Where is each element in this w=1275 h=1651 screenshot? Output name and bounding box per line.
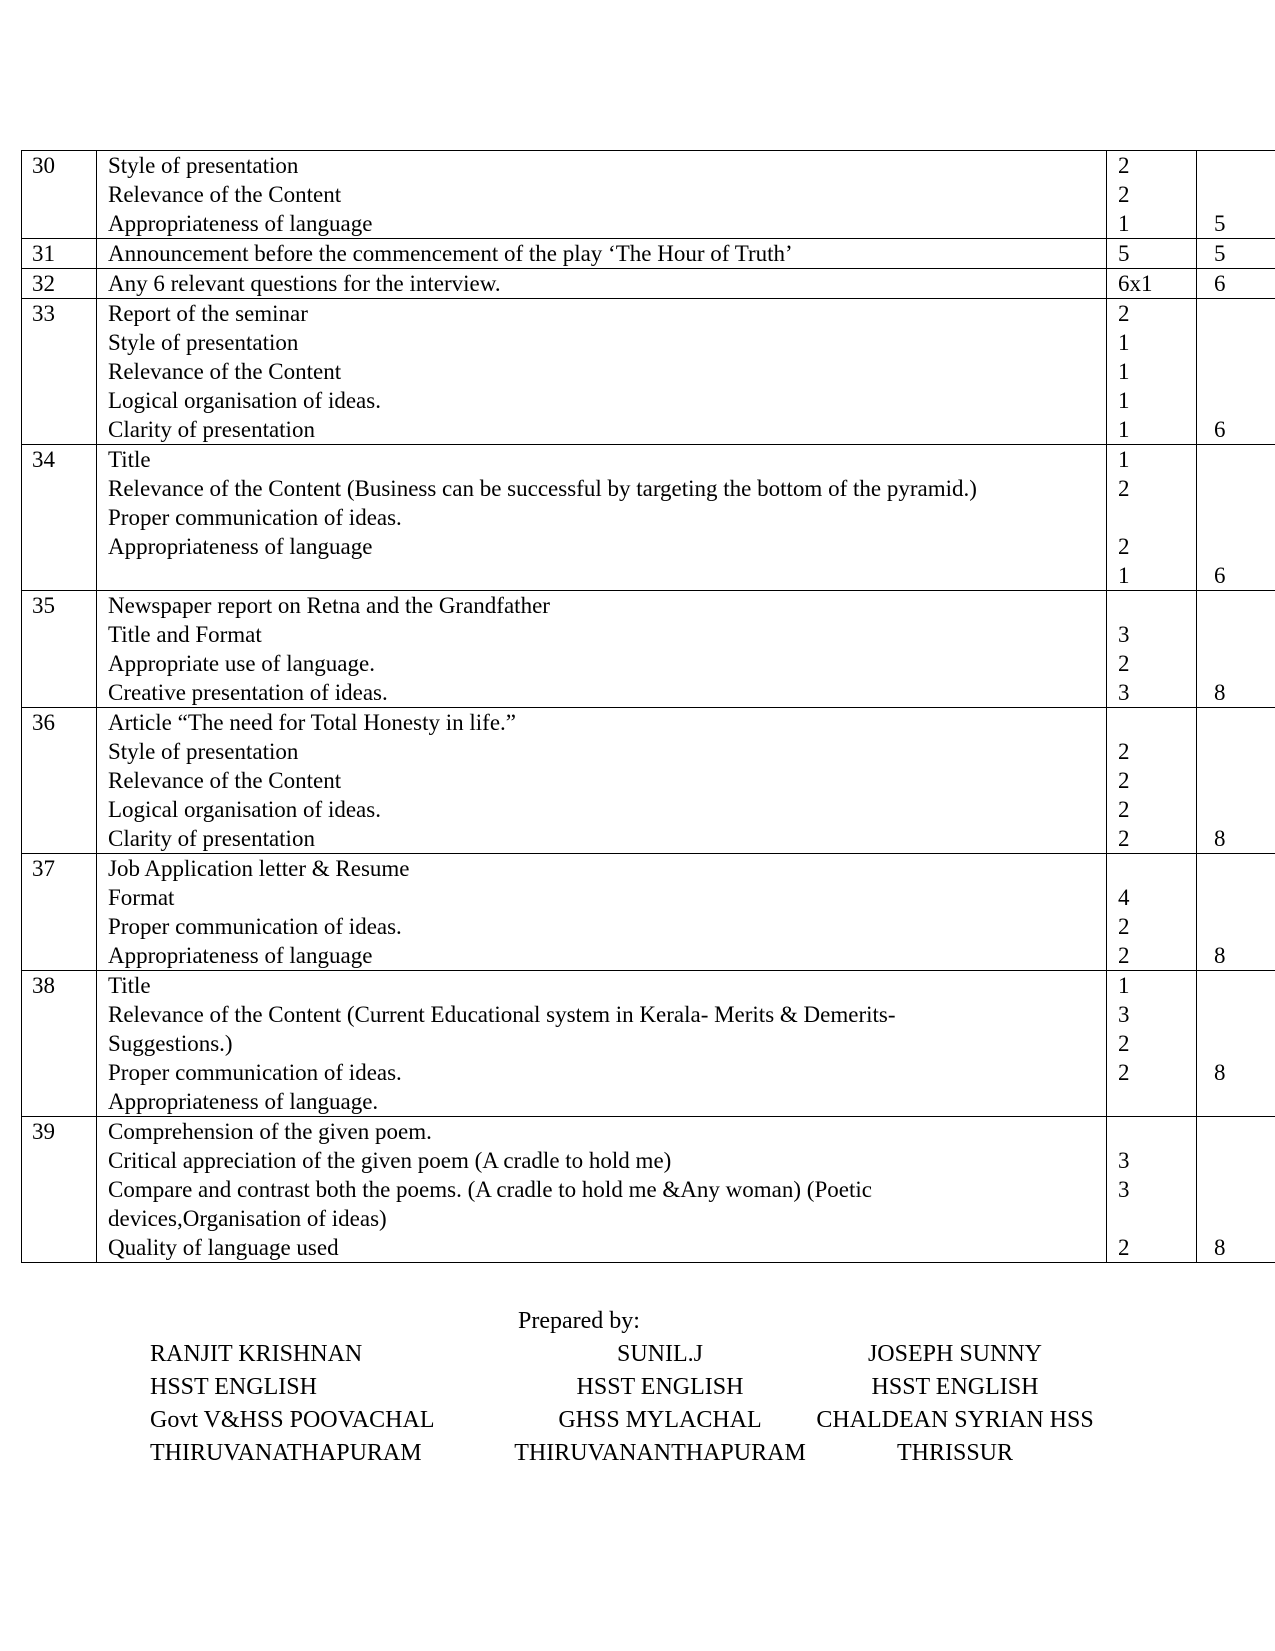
total-spacer: [1214, 795, 1275, 824]
total-spacer: [1214, 328, 1275, 357]
mark-value: 5: [1118, 241, 1130, 266]
criteria-line: Newspaper report on Retna and the Grandfather: [108, 593, 550, 618]
question-number-text: 35: [32, 593, 55, 618]
author-district: THIRUVANATHAPURAM: [150, 1440, 422, 1466]
total-spacer: [1214, 591, 1275, 620]
scoring-table: [21, 150, 1275, 1263]
mark-value: 3: [1118, 1148, 1130, 1173]
mark-value: 3: [1118, 680, 1130, 705]
question-number: [22, 854, 97, 971]
criteria-line: [108, 561, 1100, 590]
table-row: [22, 971, 1275, 1117]
author-designation: HSST ENGLISH: [150, 1374, 317, 1400]
mark-value: 2: [1118, 1235, 1130, 1260]
criteria-line: Title: [108, 447, 151, 472]
table-row: [22, 854, 1275, 971]
mark-value: 1: [1118, 563, 1130, 588]
total-value: 8: [1214, 1235, 1226, 1260]
mark-value: 2: [1118, 826, 1130, 851]
total-cell: [1197, 239, 1275, 269]
total-spacer: [1214, 766, 1275, 795]
total-cell: [1197, 269, 1275, 299]
criteria-line: Suggestions.): [108, 1031, 233, 1056]
criteria-line: devices,Organisation of ideas): [108, 1206, 387, 1231]
mark-value: 2: [1118, 153, 1130, 178]
criteria-line: Any 6 relevant questions for the interview.: [108, 271, 501, 296]
total-value: 6: [1214, 271, 1226, 296]
author-block: [500, 1338, 820, 1470]
marks-cell: [1107, 445, 1197, 591]
question-number-text: 31: [32, 241, 55, 266]
criteria-line: Compare and contrast both the poems. (A cradle to hold me &Any woman) (Poetic: [108, 1177, 872, 1202]
author-school: CHALDEAN SYRIAN HSS: [816, 1407, 1094, 1433]
author-designation: HSST ENGLISH: [576, 1374, 744, 1400]
total-spacer: [1214, 503, 1275, 532]
question-number: [22, 591, 97, 708]
criteria-cell: [97, 708, 1107, 854]
marks-cell: [1107, 269, 1197, 299]
marks-cell: [1107, 971, 1197, 1117]
author-name: JOSEPH SUNNY: [867, 1341, 1043, 1367]
question-number-text: 39: [32, 1119, 55, 1144]
question-number-text: 30: [32, 153, 55, 178]
criteria-line: Format: [108, 885, 175, 910]
mark-value: [1118, 1087, 1196, 1116]
question-number-text: 38: [32, 973, 55, 998]
question-number-text: 36: [32, 710, 55, 735]
total-cell: [1197, 854, 1275, 971]
mark-value: 2: [1118, 301, 1130, 326]
total-value: 6: [1214, 563, 1226, 588]
criteria-line: Relevance of the Content: [108, 359, 342, 384]
question-number: [22, 1117, 97, 1263]
mark-value: 3: [1118, 1002, 1130, 1027]
criteria-line: Appropriateness of language: [108, 943, 373, 968]
total-spacer: [1214, 912, 1275, 941]
total-spacer: [1214, 386, 1275, 415]
table-row: [22, 1117, 1275, 1263]
criteria-line: Critical appreciation of the given poem (A cradle to hold me): [108, 1148, 672, 1173]
total-spacer: [1214, 445, 1275, 474]
mark-value: 2: [1118, 534, 1130, 559]
total-spacer: [1214, 737, 1275, 766]
criteria-line: Proper communication of ideas.: [108, 1060, 402, 1085]
author-block: [150, 1338, 435, 1470]
table-row: [22, 445, 1275, 591]
total-spacer: [1214, 1029, 1275, 1058]
question-number: [22, 708, 97, 854]
criteria-line: Appropriate use of language.: [108, 651, 375, 676]
total-value: 8: [1214, 826, 1226, 851]
total-spacer: [1214, 474, 1275, 503]
question-number-text: 37: [32, 856, 55, 881]
criteria-cell: [97, 854, 1107, 971]
criteria-line: Style of presentation: [108, 739, 299, 764]
criteria-cell: [97, 1117, 1107, 1263]
total-cell: [1197, 971, 1275, 1117]
total-cell: [1197, 708, 1275, 854]
author-school: Govt V&HSS POOVACHAL: [150, 1407, 435, 1433]
criteria-line: Logical organisation of ideas.: [108, 797, 381, 822]
criteria-line: Relevance of the Content: [108, 182, 342, 207]
total-spacer: [1214, 708, 1275, 737]
criteria-line: Report of the seminar: [108, 301, 308, 326]
total-value: 8: [1214, 943, 1226, 968]
mark-value: 2: [1118, 1031, 1130, 1056]
mark-value: 2: [1118, 768, 1130, 793]
table-row: [22, 239, 1275, 269]
total-spacer: [1214, 1117, 1275, 1146]
marks-cell: [1107, 708, 1197, 854]
mark-value: 4: [1118, 885, 1130, 910]
mark-value: [1118, 503, 1196, 532]
mark-value: 2: [1118, 914, 1130, 939]
criteria-line: Announcement before the commencement of the play ‘The Hour of Truth’: [108, 241, 793, 266]
mark-value: 1: [1118, 330, 1130, 355]
criteria-cell: [97, 445, 1107, 591]
mark-value: 2: [1118, 182, 1130, 207]
criteria-cell: [97, 151, 1107, 239]
criteria-cell: [97, 591, 1107, 708]
question-number: [22, 239, 97, 269]
criteria-line: Comprehension of the given poem.: [108, 1119, 432, 1144]
marks-cell: [1107, 1117, 1197, 1263]
question-number-text: 33: [32, 301, 55, 326]
total-spacer: [1214, 1000, 1275, 1029]
author-school: GHSS MYLACHAL: [558, 1407, 762, 1433]
table-row: [22, 269, 1275, 299]
total-value: 5: [1214, 241, 1226, 266]
total-cell: [1197, 591, 1275, 708]
question-number-text: 32: [32, 271, 55, 296]
total-value: 8: [1214, 680, 1226, 705]
author-district: THRISSUR: [896, 1440, 1014, 1466]
criteria-line: Appropriateness of language: [108, 211, 373, 236]
total-spacer: [1214, 1146, 1275, 1175]
mark-value: 2: [1118, 476, 1130, 501]
mark-value: 1: [1118, 359, 1130, 384]
author-designation: HSST ENGLISH: [871, 1374, 1039, 1400]
mark-value: 2: [1118, 797, 1130, 822]
total-spacer: [1214, 854, 1275, 883]
total-spacer: [1214, 1087, 1275, 1116]
author-name: SUNIL.J: [616, 1341, 703, 1367]
mark-value: 2: [1118, 1060, 1130, 1085]
mark-value: 3: [1118, 622, 1130, 647]
total-value: 8: [1214, 1060, 1226, 1085]
question-number: [22, 151, 97, 239]
author-name: RANJIT KRISHNAN: [150, 1341, 363, 1367]
criteria-cell: [97, 239, 1107, 269]
marks-cell: [1107, 151, 1197, 239]
marks-cell: [1107, 854, 1197, 971]
marks-cell: [1107, 239, 1197, 269]
table-row: [22, 299, 1275, 445]
mark-value: 1: [1118, 388, 1130, 413]
criteria-line: Creative presentation of ideas.: [108, 680, 388, 705]
mark-value: 1: [1118, 211, 1130, 236]
criteria-line: Title: [108, 973, 151, 998]
criteria-line: Relevance of the Content (Current Educational system in Kerala- Merits & Demerits-: [108, 1002, 896, 1027]
table-row: [22, 591, 1275, 708]
total-cell: [1197, 151, 1275, 239]
criteria-cell: [97, 971, 1107, 1117]
prepared-by-title: Prepared by:: [518, 1308, 640, 1334]
total-value: 6: [1214, 417, 1226, 442]
criteria-line: Title and Format: [108, 622, 262, 647]
total-spacer: [1214, 357, 1275, 386]
total-cell: [1197, 1117, 1275, 1263]
mark-value: 1: [1118, 447, 1130, 472]
table-row: [22, 708, 1275, 854]
marks-cell: [1107, 591, 1197, 708]
mark-value: 1: [1118, 417, 1130, 442]
mark-value: 3: [1118, 1177, 1130, 1202]
total-spacer: [1214, 649, 1275, 678]
mark-value: 2: [1118, 943, 1130, 968]
mark-value: [1118, 591, 1196, 620]
criteria-line: Job Application letter & Resume: [108, 856, 410, 881]
question-number-text: 34: [32, 447, 55, 472]
total-spacer: [1214, 299, 1275, 328]
criteria-line: Proper communication of ideas.: [108, 505, 402, 530]
total-spacer: [1214, 151, 1275, 180]
criteria-line: Proper communication of ideas.: [108, 914, 402, 939]
total-spacer: [1214, 971, 1275, 1000]
criteria-line: Style of presentation: [108, 153, 299, 178]
criteria-line: Clarity of presentation: [108, 826, 315, 851]
author-district: THIRUVANANTHAPURAM: [514, 1440, 806, 1466]
criteria-cell: [97, 269, 1107, 299]
criteria-line: Article “The need for Total Honesty in life.”: [108, 710, 516, 735]
criteria-line: Relevance of the Content: [108, 768, 342, 793]
criteria-line: Style of presentation: [108, 330, 299, 355]
criteria-line: Quality of language used: [108, 1235, 339, 1260]
total-spacer: [1214, 1175, 1275, 1204]
mark-value: [1118, 854, 1196, 883]
criteria-line: Relevance of the Content (Business can be successful by targeting the bottom of the pyramid.): [108, 476, 977, 501]
criteria-line: Appropriateness of language: [108, 534, 373, 559]
author-block: [810, 1338, 1100, 1470]
mark-value: [1118, 1204, 1196, 1233]
mark-value: [1118, 1117, 1196, 1146]
criteria-line: Appropriateness of language.: [108, 1089, 379, 1114]
criteria-line: Logical organisation of ideas.: [108, 388, 381, 413]
total-spacer: [1214, 620, 1275, 649]
mark-value: 2: [1118, 651, 1130, 676]
total-cell: [1197, 445, 1275, 591]
question-number: [22, 299, 97, 445]
total-spacer: [1214, 883, 1275, 912]
mark-value: 2: [1118, 739, 1130, 764]
total-spacer: [1214, 532, 1275, 561]
scoring-table-body: [22, 151, 1275, 1263]
mark-value: [1118, 708, 1196, 737]
question-number: [22, 971, 97, 1117]
criteria-cell: [97, 299, 1107, 445]
criteria-line: Clarity of presentation: [108, 417, 315, 442]
total-cell: [1197, 299, 1275, 445]
total-spacer: [1214, 1204, 1275, 1233]
mark-value: 1: [1118, 973, 1130, 998]
mark-value: 6x1: [1118, 271, 1153, 296]
total-spacer: [1214, 180, 1275, 209]
marks-cell: [1107, 299, 1197, 445]
question-number: [22, 445, 97, 591]
table-row: [22, 151, 1275, 239]
total-value: 5: [1214, 211, 1226, 236]
question-number: [22, 269, 97, 299]
